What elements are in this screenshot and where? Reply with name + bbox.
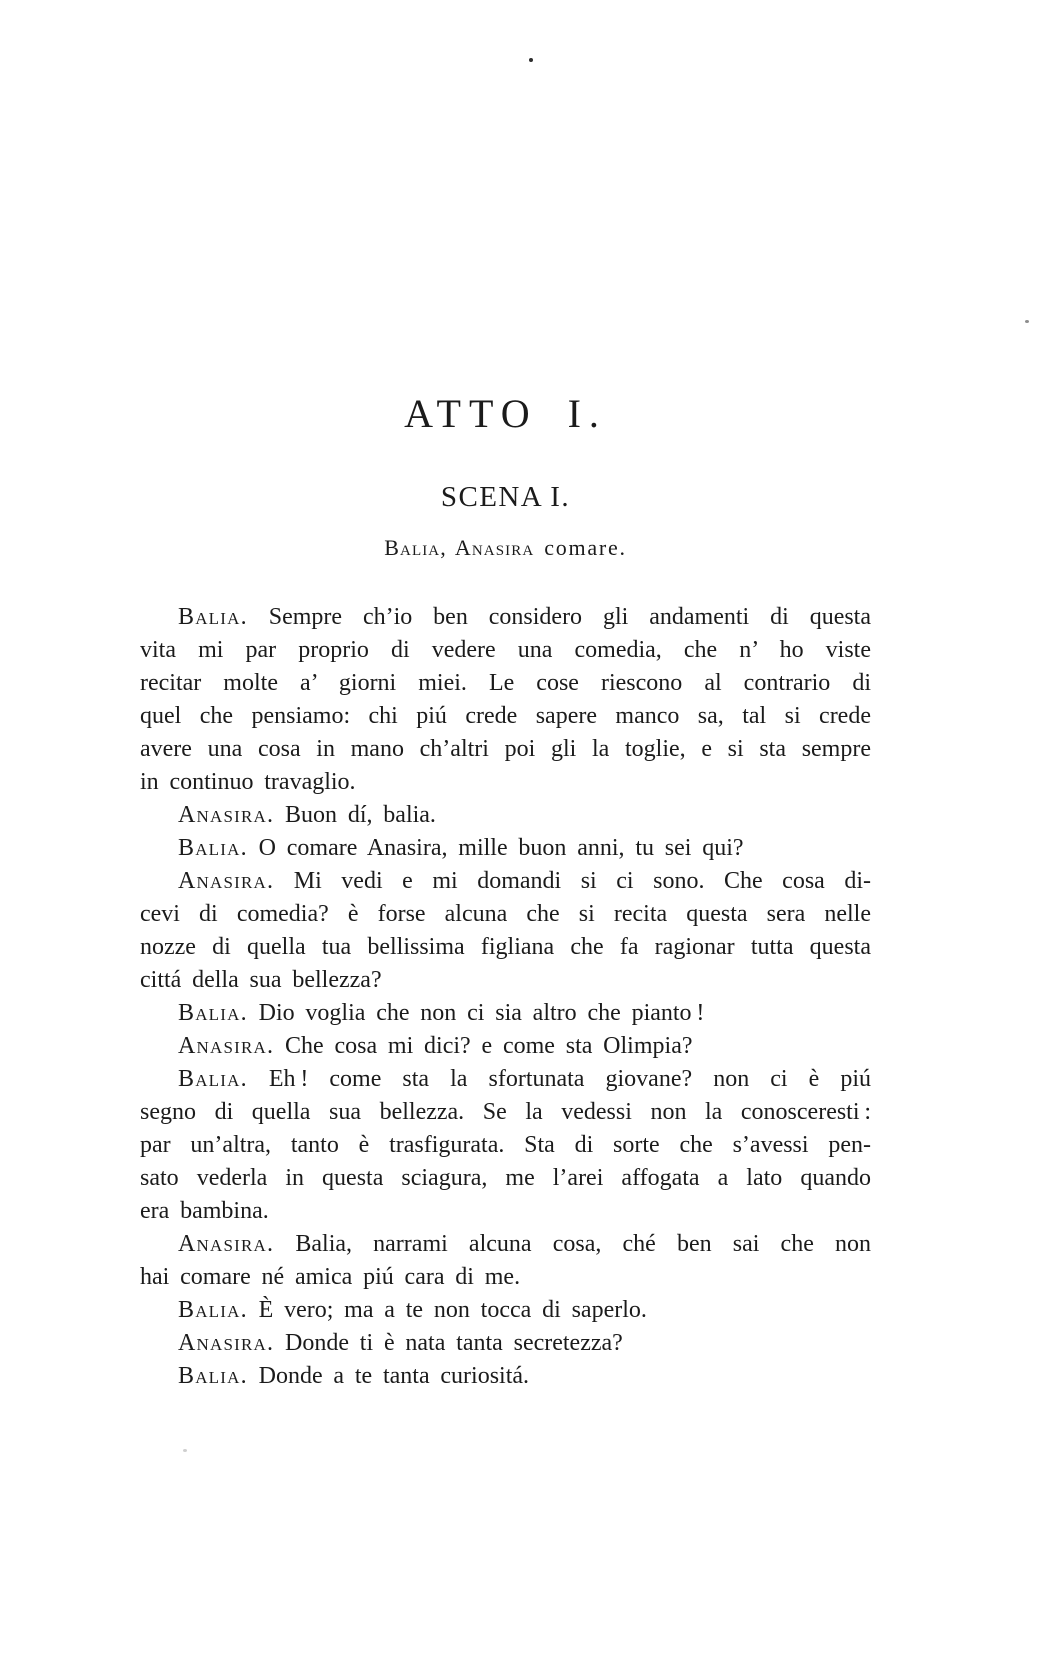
speaker-name: Balia.	[178, 1363, 248, 1389]
dialogue-line: Anasira. Che cosa mi dici? e come sta Olimpia?	[178, 1033, 693, 1059]
scene-title: SCENA I.	[440, 481, 571, 513]
scan-speck-right	[1025, 320, 1029, 323]
dialogue-line: cittá della sua bellezza?	[140, 967, 382, 993]
dialogue-line: era bambina.	[140, 1198, 269, 1224]
speaker-name: Balia.	[178, 1297, 248, 1323]
dialogue-line: nozze di quella tua bellissima figliana che fa ragionar tutta questa	[140, 934, 871, 960]
dialogue-line: Balia. O comare Anasira, mille buon anni, tu sei qui?	[178, 835, 744, 861]
dialogue-line: Balia. Dio voglia che non ci sia altro che pianto !	[178, 1000, 705, 1026]
dialogue-line: Anasira. Donde ti è nata tanta secretezza?	[178, 1330, 623, 1356]
dialogue-line: sato vederla in questa sciagura, me l’arei affogata a lato quando	[140, 1165, 871, 1191]
dialogue-line: hai comare né amica piú cara di me.	[140, 1264, 521, 1290]
speaker-name: Anasira.	[178, 1033, 275, 1059]
speaker-name: Balia.	[178, 604, 248, 630]
speaker-name: Anasira.	[178, 802, 275, 828]
speaker-name: Balia.	[178, 835, 248, 861]
scene-cast-line	[140, 535, 871, 561]
dialogue-line: Anasira. Balia, narrami alcuna cosa, ché ben sai che non	[178, 1231, 871, 1257]
dialogue-line: in continuo travaglio.	[140, 769, 356, 795]
dialogue-line: Balia. Sempre ch’io ben considero gli andamenti di questa	[178, 604, 871, 630]
dialogue-line: Anasira. Mi vedi e mi domandi si ci sono. Che cosa di-	[178, 868, 871, 894]
speaker-name: Balia.	[178, 1000, 248, 1026]
cast-names: Balia, Anasira	[384, 535, 535, 560]
dialogue-text-block	[140, 601, 871, 1393]
speaker-name: Balia.	[178, 1066, 248, 1092]
dialogue-line: avere una cosa in mano ch’altri poi gli la toglie, e si sta sempre	[140, 736, 871, 762]
dialogue-line: Balia. Donde a te tanta curiositá.	[178, 1363, 530, 1389]
dialogue-line: segno di quella sua bellezza. Se la vedessi non la conosceresti :	[140, 1099, 871, 1125]
dialogue-line: vita mi par proprio di vedere una comedia, che n’ ho viste	[140, 637, 871, 663]
dialogue-line: recitar molte a’ giorni miei. Le cose riescono al contrario di	[140, 670, 871, 696]
dialogue-line: cevi di comedia? è forse alcuna che si recita questa sera nelle	[140, 901, 871, 927]
dialogue-line: Anasira. Buon dí, balia.	[178, 802, 436, 828]
dialogue-line: quel che pensiamo: chi piú crede sapere manco sa, tal si crede	[140, 703, 871, 729]
scan-speck-top	[529, 58, 533, 62]
speaker-name: Anasira.	[178, 868, 275, 894]
scan-speck-bottom	[183, 1449, 187, 1452]
act-title: ATTO I.	[404, 391, 607, 436]
dialogue-line: Balia. È vero; ma a te non tocca di saperlo.	[178, 1297, 647, 1323]
dialogue-line: Balia. Eh ! come sta la sfortunata giovane? non ci è piú	[178, 1066, 871, 1092]
cast-suffix: comare.	[534, 535, 627, 560]
speaker-name: Anasira.	[178, 1231, 275, 1257]
speaker-name: Anasira.	[178, 1330, 275, 1356]
dialogue-line: par un’altra, tanto è trasfigurata. Sta di sorte che s’avessi pen-	[140, 1132, 871, 1158]
